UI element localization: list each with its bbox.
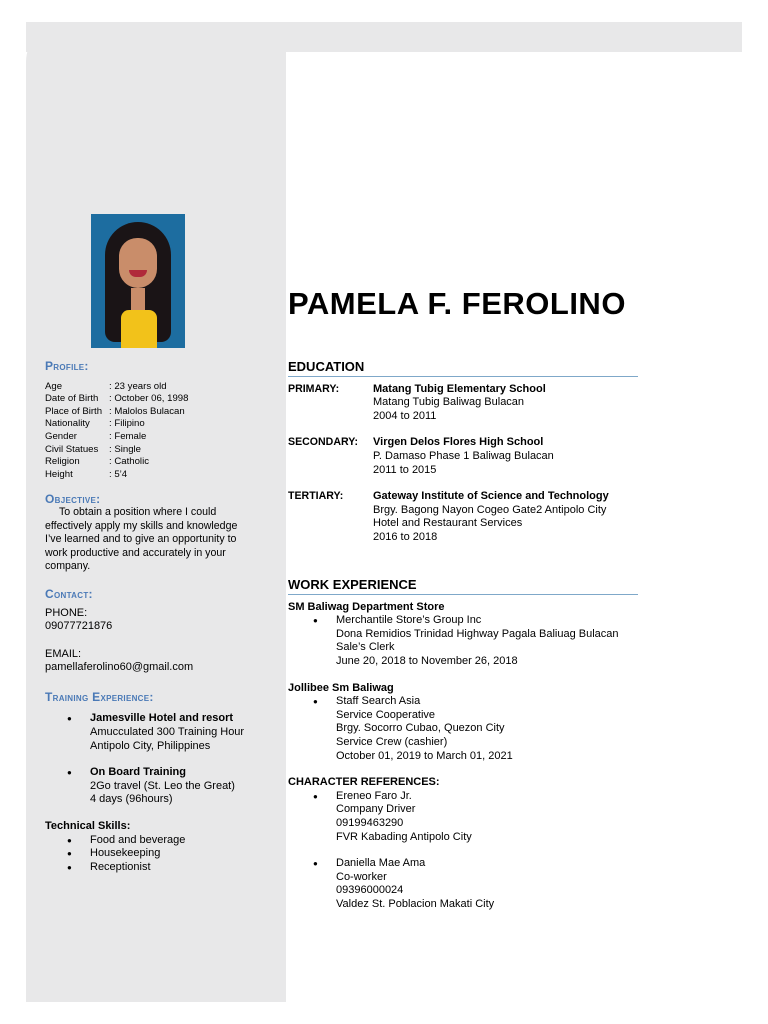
references-heading: CHARACTER REFERENCES: xyxy=(288,776,440,789)
profile-row: Civil Statues : Single xyxy=(45,443,141,455)
profile-heading: Profile: xyxy=(45,359,89,373)
references-list xyxy=(288,790,638,912)
education-entry: SECONDARY: Virgen Delos Flores High School P. Damaso Phase 1 Baliwag Bulacan 2011 to 2015 xyxy=(288,436,554,476)
list-item: ● Staff Search Asia Service Cooperative Brgy. Socorro Cubao, Quezon City Service Crew (cashier) October 01, 2019 to March 01, 2021 xyxy=(288,695,638,763)
profile-row: Religion : Catholic xyxy=(45,456,149,468)
profile-row: Date of Birth : October 06, 1998 xyxy=(45,393,189,405)
sidebar xyxy=(45,360,245,874)
list-item: ● Jamesville Hotel and resort Amucculated 300 Training Hour Antipolo City, Philippines xyxy=(45,712,245,753)
email-label: EMAIL: xyxy=(45,647,82,660)
technical-skills-heading: Technical Skills: xyxy=(45,820,131,833)
profile-row: Height : 5’4 xyxy=(45,468,128,480)
phone-label: PHONE: xyxy=(45,606,88,619)
objective-heading: Objective: xyxy=(45,492,101,507)
objective-text: To obtain a position where I could effectively apply my skills and knowledge I’ve learned and to give an opportunity to work productive and accurately in your company. xyxy=(45,505,238,573)
training-heading: Training Experience: xyxy=(45,689,154,704)
sidebar-background-bottom xyxy=(26,880,296,1002)
job-details xyxy=(288,614,638,668)
list-item: ● Food and beverage xyxy=(45,834,245,848)
list-item: ● On Board Training 2Go travel (St. Leo the Great) 4 days (96hours) xyxy=(45,766,245,807)
education-heading: EDUCATION xyxy=(288,360,638,377)
profile-photo xyxy=(91,214,185,348)
profile-row: Place of Birth : Malolos Bulacan xyxy=(45,405,185,417)
contact-heading: Contact: xyxy=(45,586,93,601)
profile-row: Nationality : Filipino xyxy=(45,418,145,430)
list-item: ● Daniella Mae Ama Co-worker 09396000024 Valdez St. Poblacion Makati City xyxy=(288,857,638,911)
job-company: SM Baliwag Department Store xyxy=(288,600,445,613)
email-address: pamellaferolino60@gmail.com xyxy=(45,661,194,674)
profile-row: Gender : Female xyxy=(45,430,147,442)
phone-number: 09077721876 xyxy=(45,620,113,633)
education-section xyxy=(288,360,638,545)
job-details xyxy=(288,695,638,763)
skills-list xyxy=(45,834,245,875)
applicant-name: PAMELA F. FEROLINO xyxy=(288,286,626,321)
profile-row: Age : 23 years old xyxy=(45,380,167,392)
work-heading: WORK EXPERIENCE xyxy=(288,578,638,595)
list-item: ● Ereneo Faro Jr. Company Driver 09199463290 FVR Kabading Antipolo City xyxy=(288,790,638,844)
profile-details xyxy=(45,381,245,482)
work-section xyxy=(288,578,638,911)
job-company: Jollibee Sm Baliwag xyxy=(288,681,394,694)
list-item: ● Merchantile Store’s Group Inc Dona Remidios Trinidad Highway Pagala Baliuag Bulacan Sale’s Clerk June 20, 2018 to November 26, 2018 xyxy=(288,614,638,668)
list-item: ● Receptionist xyxy=(45,861,245,875)
education-entry: PRIMARY: Matang Tubig Elementary School Matang Tubig Baliwag Bulacan 2004 to 2011 xyxy=(288,382,546,422)
training-list xyxy=(45,712,245,807)
education-entry: TERTIARY: Gateway Institute of Science and Technology Brgy. Bagong Nayon Cogeo Gate2 Antipolo City Hotel and Restaurant Services 2016 to 2018 xyxy=(288,490,609,543)
list-item: ● Housekeeping xyxy=(45,847,245,861)
